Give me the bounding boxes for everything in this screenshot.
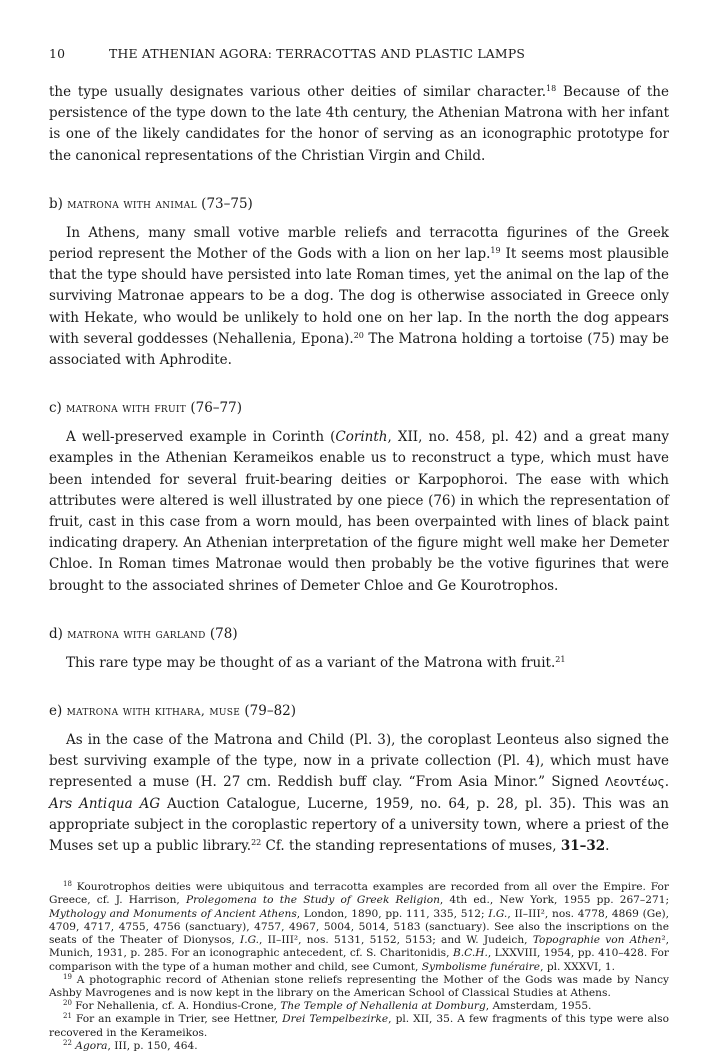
- running-title: THE ATHENIAN AGORA: TERRACOTTAS AND PLASTIC LAMPS: [109, 46, 526, 61]
- footnote-22: $^{22}$ Agora, III, p. 150, 464.: [63, 1038, 198, 1052]
- footnote-21: $^{21}$ For an example in Trier, see Hettner, Drei Tempelbezirke, pl. XII, 35. A few fragments of this type were also recovered in the Kerameikos.: [49, 1012, 669, 1039]
- footnote-ref[interactable]: 19: [490, 246, 501, 256]
- footnote-ref[interactable]: 21: [555, 654, 566, 664]
- section-heading-b: b) matrona with animal (73–75): [49, 195, 253, 212]
- footnote-18: $^{18}$ Kourotrophos deities were ubiquitous and terracotta examples are recorded from all over the Empire. For Greece, cf. J. Harrison, Prolegomena to the Study of Greek Religion, 4th ed., New York, 1955 pp. 267–271; Mythology and Monuments of Ancient Athens, London, 1890, pp. 111, 335, 512; I.G., II–III², nos. 4778, 4869 (Ge), 4709, 4717, 4755, 4756 (sanctuary), 4757, 4967, 5004, 5014, 5183 (sanctuary). See also the inscriptions on the seats of the Theater of Dionysos, I.G., II–III², nos. 5131, 5152, 5153; and W. Judeich, Topographie von Athen², Munich, 1931, p. 285. For an iconographic antecedent, cf. S. Charitonidis, B.C.H., LXXVIII, 1954, pp. 410–428. For comparison with the type of a human mother and child, see Cumont, Symbolisme funéraire, pl. XXXVI, 1.: [49, 880, 670, 973]
- page-number: 10: [49, 46, 66, 61]
- footnote-20: $^{20}$ For Nehallenia, cf. A. Hondius-Crone, The Temple of Nehallenia at Domburg, Amsterdam, 1955.: [63, 999, 592, 1013]
- paragraph-continuation: the type usually designates various other deities of similar character.$^{18}$ Because of the persistence of the type down to the late 4th century, the Athenian Matrona with her infant is one of the likely candidates for the honor of serving as an iconographic prototype for the canonical representations of the Christian Virgin and Child.: [49, 84, 669, 164]
- paragraph-garland: This rare type may be thought of as a variant of the Matrona with fruit.$^{21}$: [66, 654, 566, 671]
- footnote-ref[interactable]: 18: [546, 84, 557, 93]
- section-heading-d: d) matrona with garland (78): [49, 625, 238, 642]
- paragraph-animal: In Athens, many small votive marble reliefs and terracotta figurines of the Greek period represent the Mother of the Gods with a lion on her lap.$^{19}$ It seems most plausible that the type should have persisted into late Roman times, yet the animal on the lap of the surviving Matronae appears to be a dog. The dog is otherwise associated in Greece only with Hekate, who would be unlikely to hold one on her lap. In the north the dog appears with several goddesses (Nehallenia, Epona).$^{20}$ The Matrona holding a tortoise (75) may be associated with Aphrodite.: [49, 224, 669, 369]
- footnotes: [49, 881, 669, 1053]
- footnote-ref[interactable]: 20: [353, 330, 364, 340]
- page: [49, 46, 669, 1053]
- footnote-19: $^{19}$ A photographic record of Athenian stone reliefs representing the Mother of the Gods was made by Nancy Ashby Mavrogenes and is now kept in the library on the American School of Classical Studies at Athens.: [49, 972, 669, 999]
- running-head: [49, 46, 669, 68]
- section-heading-e: e) matrona with kithara, muse (79–82): [49, 703, 297, 720]
- paragraph-kithara: As in the case of the Matrona and Child (Pl. 3), the coroplast Leonteus also signed the best surviving example of the type, now in a private collection (Pl. 4), which must have represented a muse (H. 27 cm. Reddish buff clay. “From Asia Minor.” Signed Λεοντέως. Ars Antiqua AG Auction Catalogue, Lucerne, 1959, no. 64, p. 28, pl. 35). This was an appropriate subject in the coroplastic repertory of a university town, where a priest of the Muses set up a public library.$^{22}$ Cf. the standing representations of muses, 31–32.: [49, 732, 669, 855]
- footnote-ref[interactable]: 22: [251, 838, 262, 848]
- paragraph-fruit: A well-preserved example in Corinth (Corinth, XII, no. 458, pl. 42) and a great many examples in the Athenian Kerameikos enable us to reconstruct a type, which must have been intended for several fruit-bearing deities or Karpophoroi. The ease with which attributes were altered is well illustrated by one piece (76) in which the representation of fruit, cast in this case from a worn mould, has been overpainted with lines of black paint indicating drapery. An Athenian interpretation of the figure might well make her Demeter Chloe. In Roman times Matronae would then probably be the votive figurines that were brought to the associated shrines of Demeter Chloe and Ge Kourotrophos.: [49, 429, 669, 594]
- body-text: [49, 82, 669, 857]
- section-heading-c: c) matrona with fruit (76–77): [49, 400, 242, 417]
